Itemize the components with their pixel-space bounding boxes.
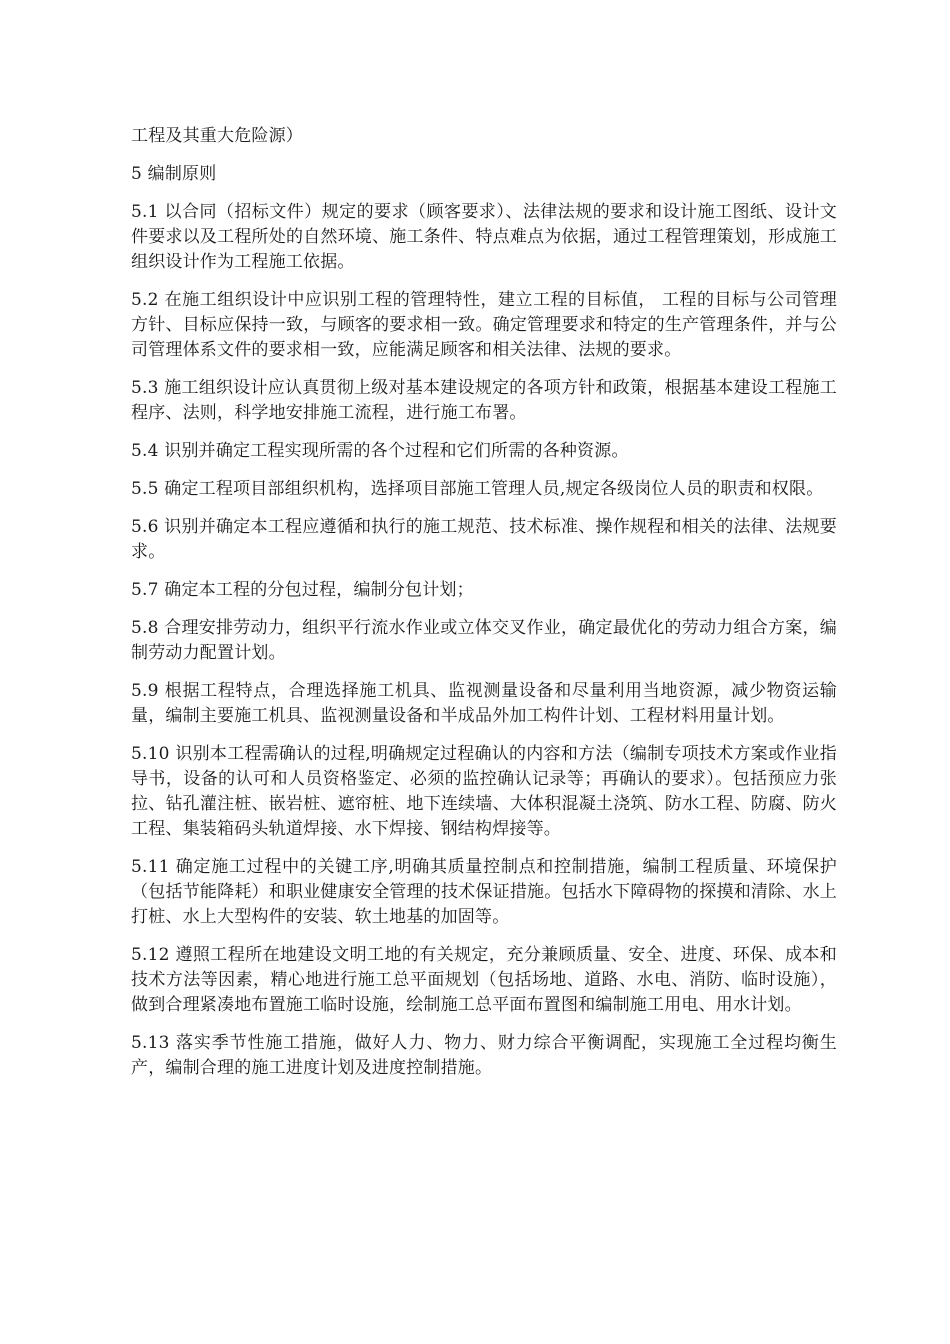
document-body [131, 124, 837, 1094]
paragraph-5-12: 5.12 遵照工程所在地建设文明工地的有关规定，充分兼顾质量、安全、进度、环保、成本和技术方法等因素，精心地进行施工总平面规划（包括场地、道路、水电、消防、临时设施），做到合理紧凑地布置施工临时设施，绘制施工总平面布置图和编制施工用电、用水计划。 [131, 945, 837, 1015]
paragraph-5-3: 5.3 施工组织设计应认真贯彻上级对基本建设规定的各项方针和政策，根据基本建设工程施工程序、法则，科学地安排施工流程，进行施工布署。 [131, 378, 837, 423]
paragraph-5-13: 5.13 落实季节性施工措施，做好人力、物力、财力综合平衡调配，实现施工全过程均衡生产，编制合理的施工进度计划及进度控制措施。 [131, 1033, 837, 1078]
paragraph-5-6: 5.6 识别并确定本工程应遵循和执行的施工规范、技术标准、操作规程和相关的法律、法规要求。 [131, 517, 837, 562]
paragraph-5-11: 5.11 确定施工过程中的关键工序,明确其质量控制点和控制措施，编制工程质量、环境保护（包括节能降耗）和职业健康安全管理的技术保证措施。包括水下障碍物的探摸和清除、水上打桩、水上大型构件的安装、软土地基的加固等。 [131, 857, 837, 927]
paragraph-5-8: 5.8 合理安排劳动力，组织平行流水作业或立体交叉作业，确定最优化的劳动力组合方案，编制劳动力配置计划。 [131, 618, 837, 663]
paragraph-5-4: 5.4 识别并确定工程实现所需的各个过程和它们所需的各种资源。 [131, 441, 629, 461]
paragraph-5-1: 5.1 以合同（招标文件）规定的要求（顾客要求）、法律法规的要求和设计施工图纸、设计文件要求以及工程所处的自然环境、施工条件、特点难点为依据，通过工程管理策划，形成施工组织设计作为工程施工依据。 [131, 202, 837, 272]
section-heading: 5 编制原则 [131, 164, 217, 184]
paragraph-5-7: 5.7 确定本工程的分包过程，编制分包计划； [131, 580, 474, 600]
paragraph-5-5: 5.5 确定工程项目部组织机构，选择项目部施工管理人员,规定各级岗位人员的职责和权限。 [131, 479, 824, 499]
paragraph-5-2: 5.2 在施工组织设计中应识别工程的管理特性，建立工程的目标值， 工程的目标与公司管理方针、目标应保持一致，与顾客的要求相一致。确定管理要求和特定的生产管理条件，并与公司管理体系文件的要求相一致，应能满足顾客和相关法律、法规的要求。 [131, 290, 837, 360]
paragraph-continuation: 工程及其重大危险源） [131, 126, 303, 146]
paragraph-5-10: 5.10 识别本工程需确认的过程,明确规定过程确认的内容和方法（编制专项技术方案或作业指导书，设备的认可和人员资格鉴定、必须的监控确认记录等；再确认的要求）。包括预应力张拉、钻孔灌注桩、嵌岩桩、遮帘桩、地下连续墙、大体积混凝土浇筑、防水工程、防腐、防火工程、集装箱码头轨道焊接、水下焊接、钢结构焊接等。 [131, 744, 837, 839]
paragraph-5-9: 5.9 根据工程特点，合理选择施工机具、监视测量设备和尽量利用当地资源，减少物资运输量，编制主要施工机具、监视测量设备和半成品外加工构件计划、工程材料用量计划。 [131, 681, 837, 726]
